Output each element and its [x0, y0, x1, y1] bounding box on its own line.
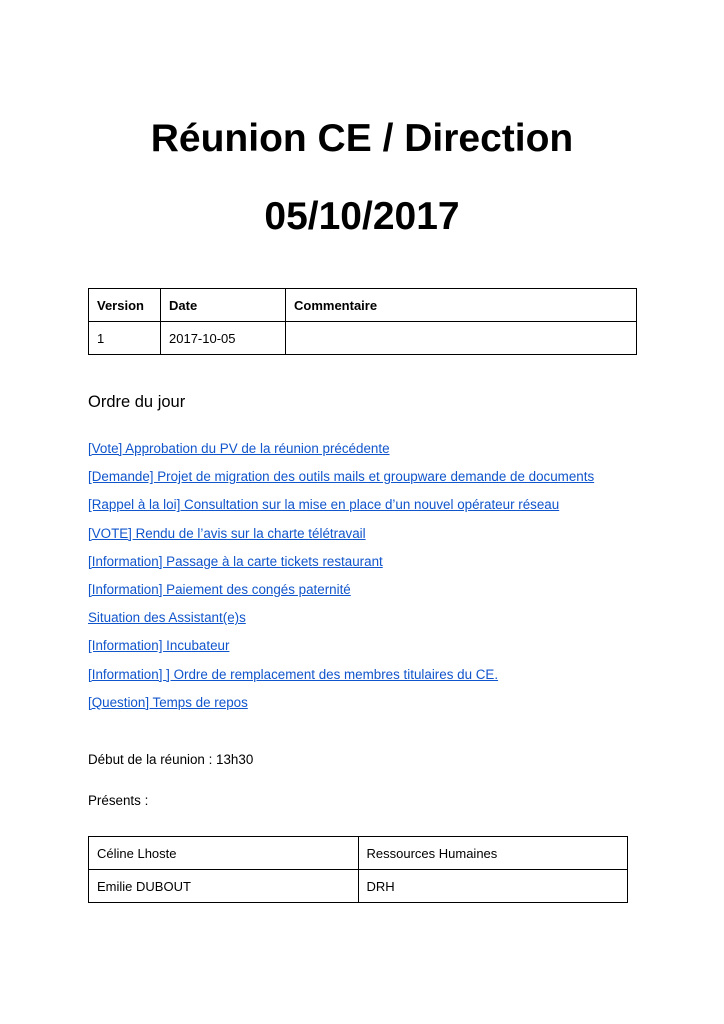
attendees-label: Présents : — [88, 793, 149, 808]
agenda-link-replacement[interactable]: [Information] ] Ordre de remplacement des membres titulaires du CE. — [88, 666, 499, 682]
column-header-comment: Commentaire — [286, 289, 637, 322]
agenda-link-paternity[interactable]: [Information] Paiement des congés paternité — [88, 581, 351, 597]
list-item — [88, 636, 594, 664]
document-date-title: 05/10/2017 — [264, 195, 460, 238]
attendee-role-cell: Ressources Humaines — [358, 837, 628, 870]
list-item — [88, 439, 594, 467]
version-cell: 1 — [89, 322, 161, 355]
attendee-name-cell: Céline Lhoste — [89, 837, 359, 870]
document-title: Réunion CE / Direction — [150, 117, 574, 160]
list-item — [88, 608, 594, 636]
list-item — [88, 693, 594, 721]
agenda-link-assistants[interactable]: Situation des Assistant(e)s — [88, 610, 246, 626]
meeting-start-time: Début de la réunion : 13h30 — [88, 752, 254, 767]
date-cell: 2017-10-05 — [161, 322, 286, 355]
agenda-link-restaurant-card[interactable]: [Information] Passage à la carte tickets restaurant — [88, 553, 383, 569]
table-row — [89, 870, 628, 903]
column-header-date: Date — [161, 289, 286, 322]
list-item — [88, 495, 594, 523]
attendee-role-cell: DRH — [358, 870, 628, 903]
agenda-link-incubator[interactable]: [Information] Incubateur — [88, 638, 230, 654]
table-row — [89, 837, 628, 870]
list-item — [88, 580, 594, 608]
column-header-version: Version — [89, 289, 161, 322]
attendee-name-cell: Emilie DUBOUT — [89, 870, 359, 903]
list-item — [88, 552, 594, 580]
agenda-link-migration[interactable]: [Demande] Projet de migration des outils mails et groupware demande de documents — [88, 469, 595, 485]
agenda-heading: Ordre du jour — [88, 393, 186, 411]
attendees-table — [88, 836, 628, 903]
comment-cell — [286, 322, 637, 355]
agenda-link-rest-time[interactable]: [Question] Temps de repos — [88, 694, 248, 710]
list-item — [88, 524, 594, 552]
agenda-link-operator[interactable]: [Rappel à la loi] Consultation sur la mise en place d’un nouvel opérateur réseau — [88, 497, 560, 513]
agenda-link-telework[interactable]: [VOTE] Rendu de l’avis sur la charte télétravail — [88, 525, 366, 541]
list-item — [88, 665, 594, 693]
agenda-link-vote-pv[interactable]: [Vote] Approbation du PV de la réunion précédente — [88, 441, 390, 456]
table-row — [89, 322, 637, 355]
agenda-list — [88, 439, 594, 721]
table-header-row — [89, 289, 637, 322]
version-table — [88, 288, 637, 355]
list-item — [88, 467, 594, 495]
